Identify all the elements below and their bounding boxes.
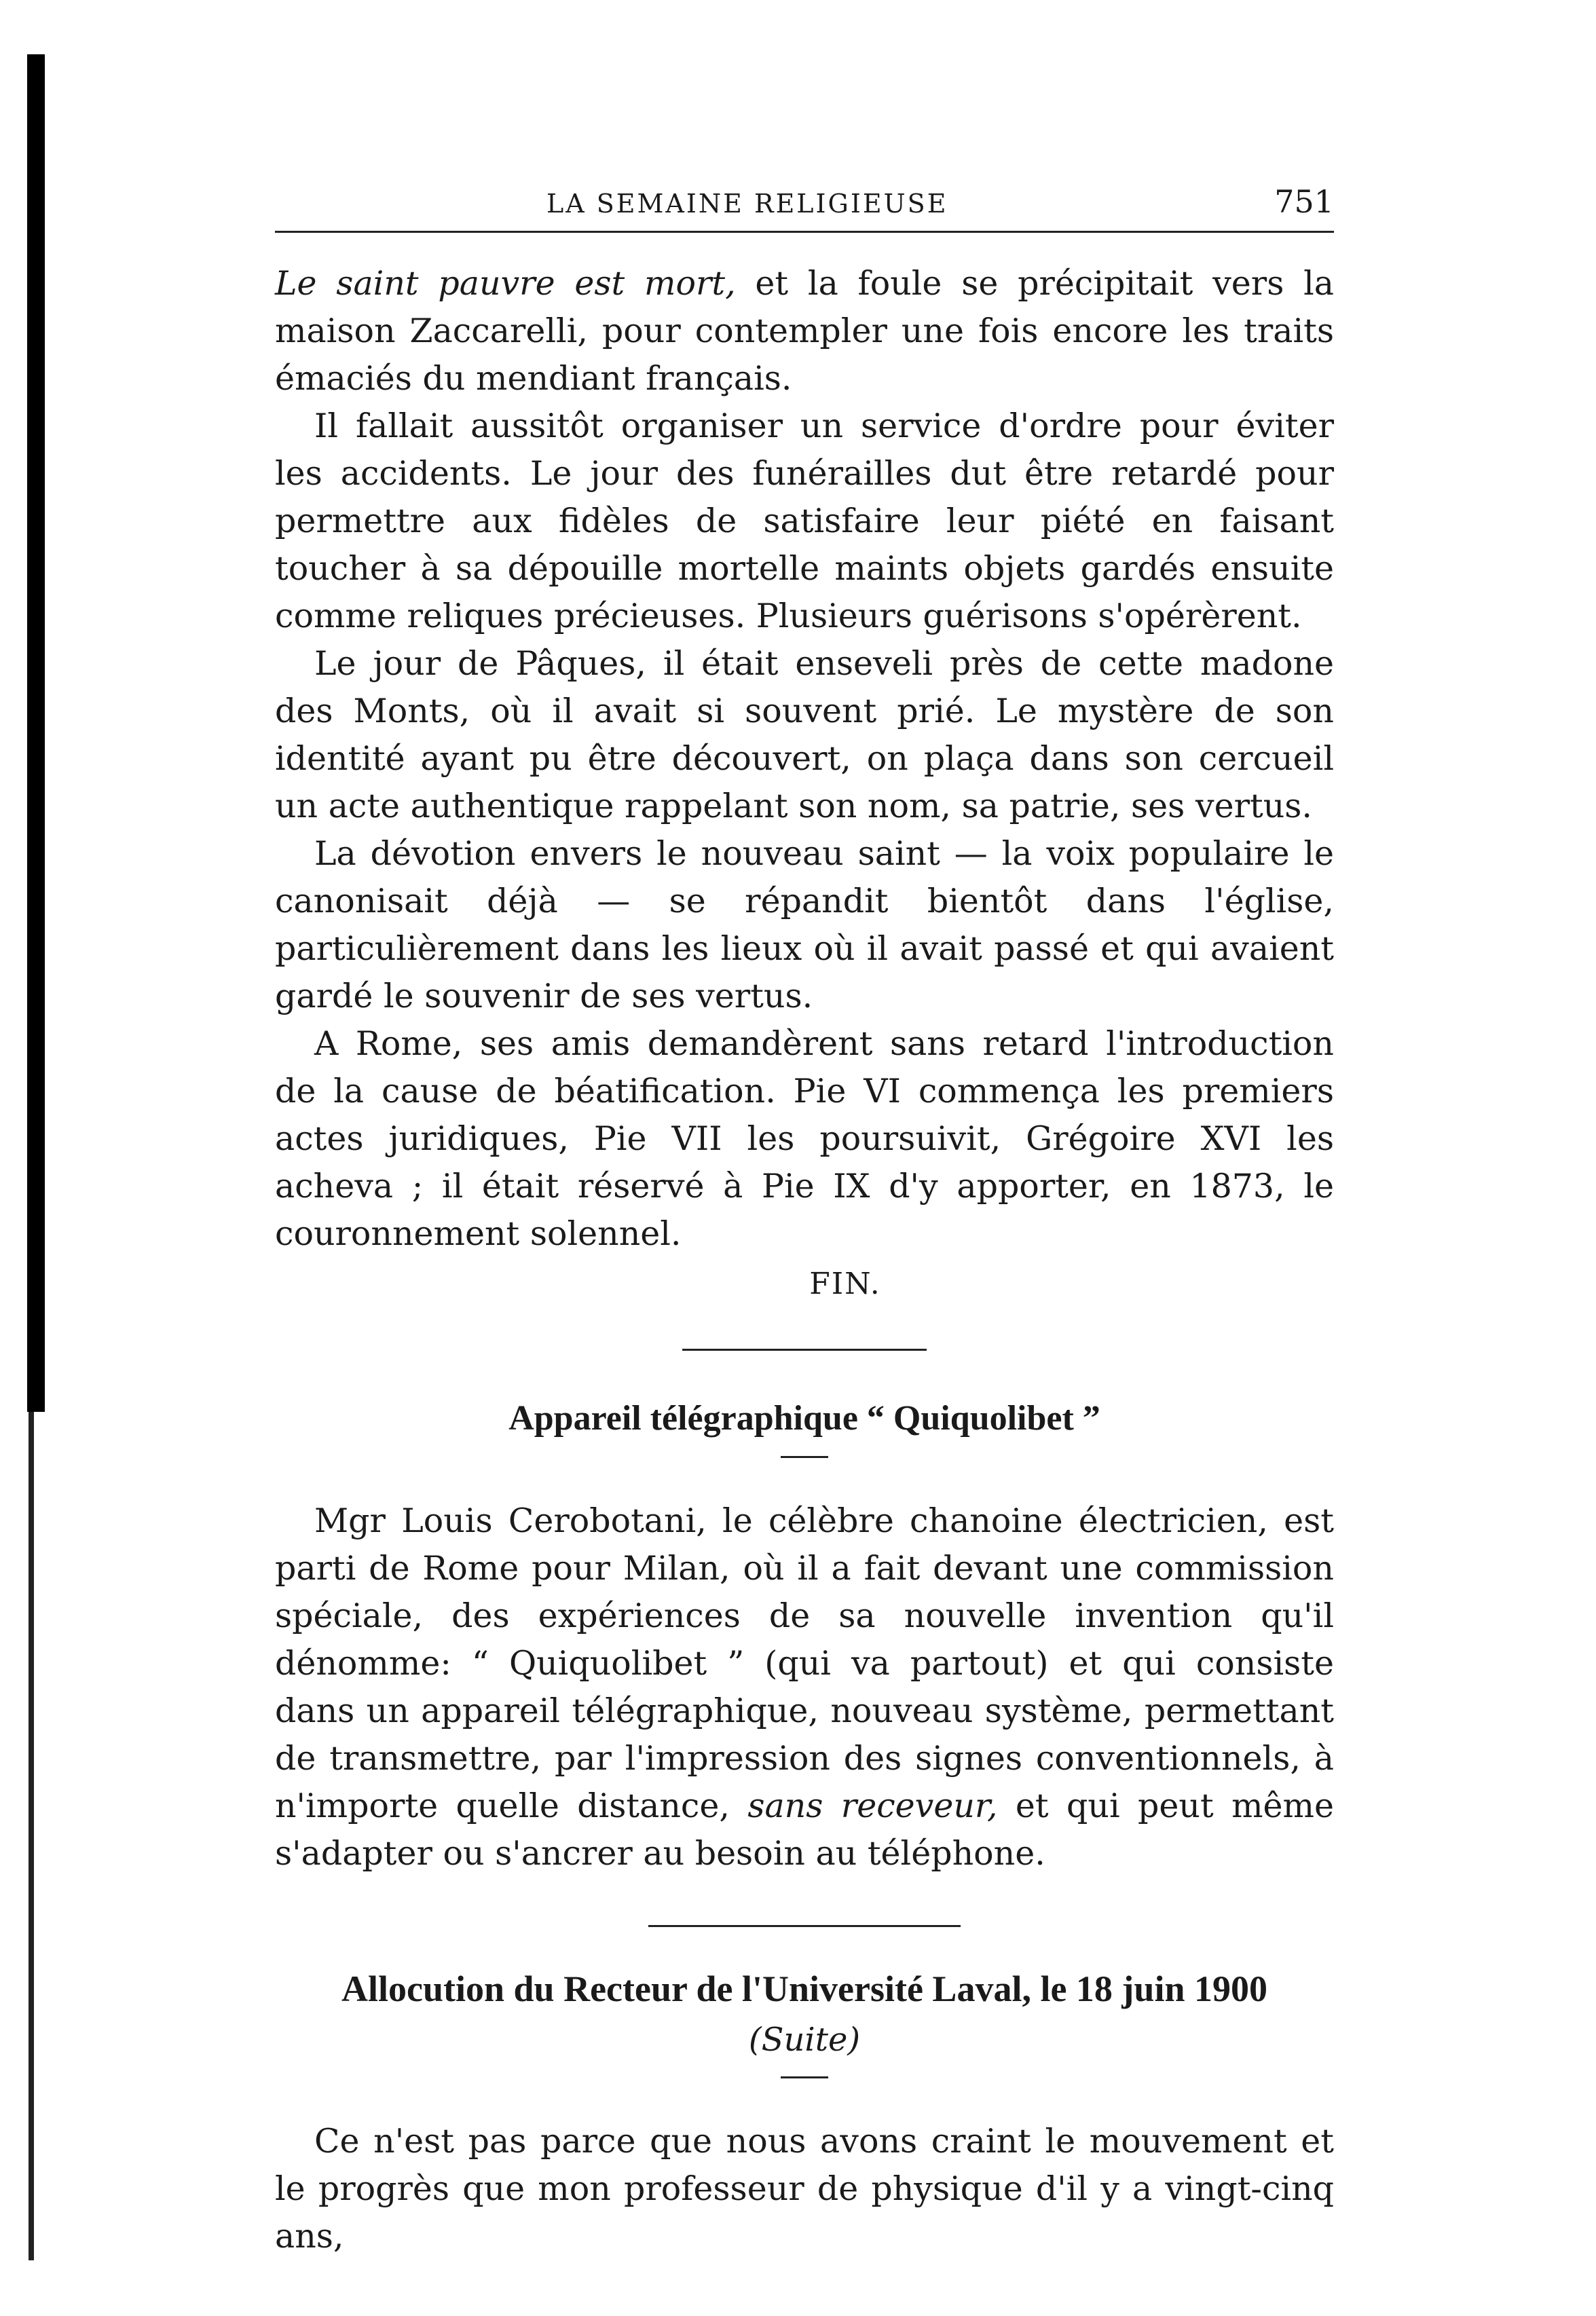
- title-dash: [781, 1456, 828, 1458]
- paragraph: Il fallait aussitôt organiser un service d'ordre pour éviter les accidents. Le jour des funérailles dut être retardé pour permettre aux fidèles de satisfaire leur piété en faisant toucher à sa dépouille mortelle maints objets gardés ensuite comme reliques précieuses. Plusieurs guérisons s'opérèrent.: [275, 407, 1334, 635]
- paragraph-text: Mgr Louis Cerobotani, le célèbre chanoine électricien, est parti de Rome pour Milan, où il a fait devant une commission spéciale, des expériences de sa nouvelle invention qu'il dénomme: “ Quiquolibet ” (qui va partout) et qui consiste dans un appareil télégraphique, nouveau système, permettant de transmettre, par l'impression des signes conventionnels, à n'importe quelle distance,: [275, 1501, 1334, 1825]
- fin-marker: FIN.: [809, 1267, 881, 1301]
- paragraph: [275, 1497, 1334, 1878]
- article-allocution: [275, 1968, 1334, 2260]
- paragraph: [275, 260, 1334, 403]
- paragraph: La dévotion envers le nouveau saint — la voix populaire le canonisait déjà — se répandit bientôt dans l'église, particulièrement dans les lieux où il avait passé et qui avaient gardé le souvenir de ses vertus.: [275, 834, 1334, 1015]
- italic-phrase: Le saint pauvre est mort,: [275, 264, 736, 303]
- italic-phrase: sans receveur,: [747, 1787, 998, 1825]
- article-telegraph: [275, 1398, 1334, 1878]
- scan-binding-edge-lower: [29, 1412, 34, 2260]
- page: [275, 183, 1334, 2260]
- paragraph: Le jour de Pâques, il était enseveli près de cette madone des Monts, où il avait si souvent prié. Le mystère de son identité ayant pu être découvert, on plaça dans son cercueil un acte authentique rappelant son nom, sa patrie, ses vertus.: [275, 644, 1334, 825]
- running-title: LA SEMAINE RELIGIEUSE: [546, 189, 948, 219]
- paragraph-text-end: et qui peut même s'adapter ou s'ancrer au besoin au téléphone.: [275, 1787, 1334, 1873]
- section-divider: [648, 1925, 961, 1927]
- title-dash: [781, 2076, 828, 2078]
- paragraph: Ce n'est pas parce que nous avons craint le mouvement et le progrès que mon professeur de physique d'il y a vingt-cinq ans,: [275, 2122, 1334, 2256]
- paragraph-text: et la foule se précipitait vers la maison Zaccarelli, pour contempler une fois encore les traits émaciés du mendiant français.: [275, 264, 1335, 398]
- article-conclusion: [275, 260, 1334, 1308]
- running-head: [275, 183, 1334, 233]
- page-number: 751: [1274, 183, 1334, 220]
- scan-binding-edge: [27, 54, 45, 1412]
- article-title: Appareil télégraphique “ Quiquolibet ”: [508, 1399, 1100, 1438]
- paragraph: A Rome, ses amis demandèrent sans retard l'introduction de la cause de béatification. Pie VI commença les premiers actes juridiques, Pie VII les poursuivit, Grégoire XVI les acheva ; il était réservé à Pie IX d'y apporter, en 1873, le couronnement solennel.: [275, 1024, 1334, 1253]
- article-title: Allocution du Recteur de l'Université Laval, le 18 juin 1900: [341, 1968, 1267, 2009]
- article-subtitle: (Suite): [748, 2021, 861, 2059]
- section-divider: [682, 1349, 927, 1351]
